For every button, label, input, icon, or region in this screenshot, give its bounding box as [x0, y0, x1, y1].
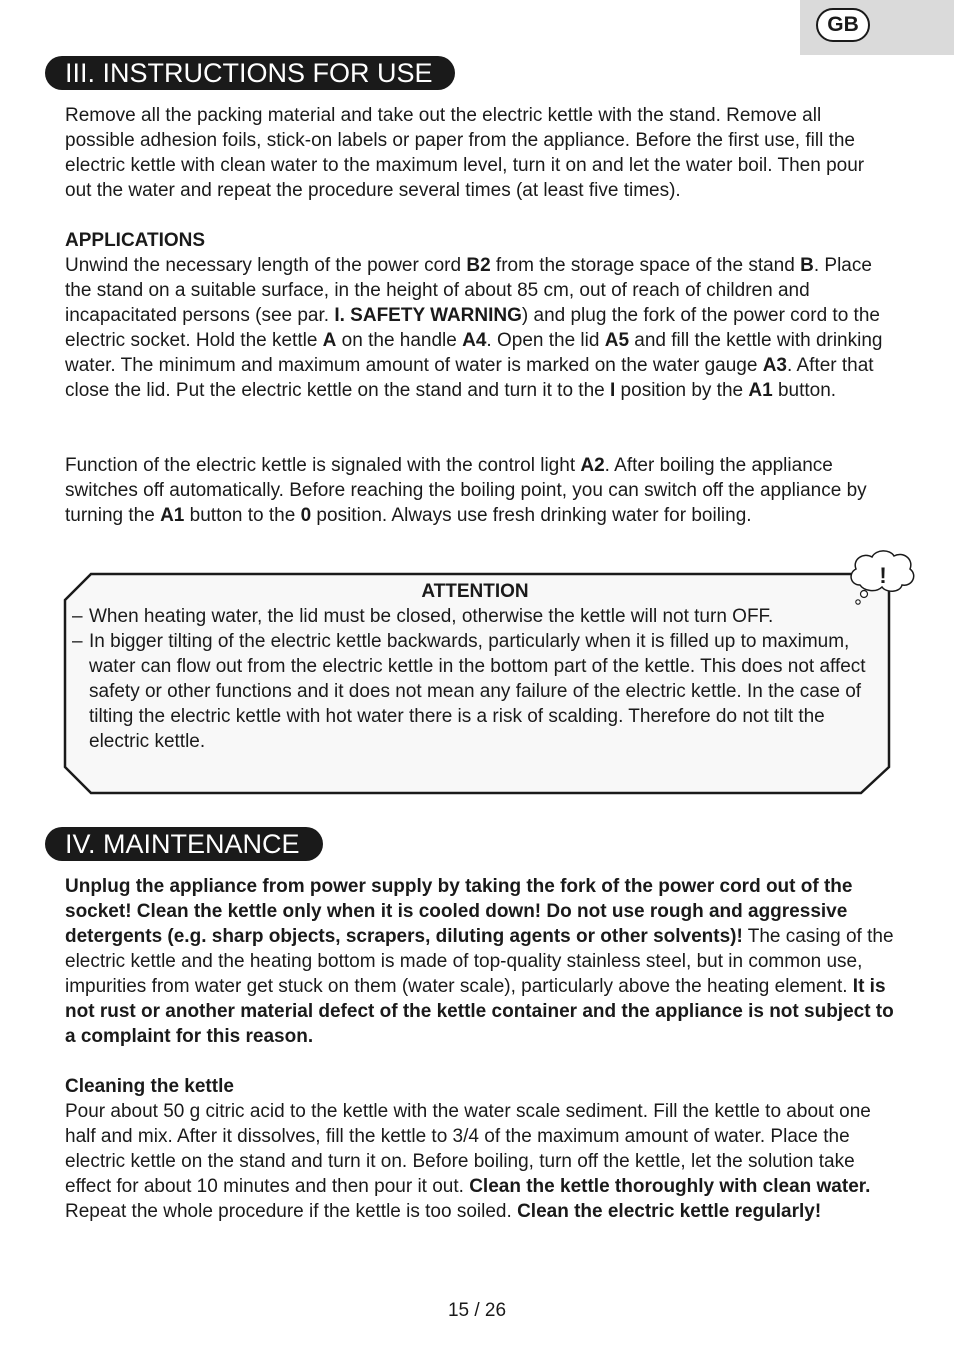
bold-text-run: Unplug the appliance from power supply by taking the fork of the power cord out of the socket! Clean the kettle only when it is cooled down! Do not use rough and aggressive detergents (e.g. sharp objects, scrapers, diluting agents or other solvents)! — [65, 876, 853, 947]
text-run: and fill the kettle with drinking water. The minimum and maximum amount of water is marked on the water gauge — [65, 330, 883, 376]
text-run: on the handle — [336, 330, 463, 351]
text-run: Unwind the necessary length of the power cord — [65, 255, 467, 276]
attention-item-text: In bigger tilting of the electric kettle backwards, particularly when it is filled up to maximum, water can flow out from the electric kettle in the bottom part of the kettle. This does not affect safety or other functions and it does not mean any failure of the electric kettle. In the case of tilting the electric kettle with hot water there is a risk of scalding. Therefore do not tilt the electric kettle. — [89, 631, 866, 752]
bold-text-run: A — [322, 330, 337, 351]
section-title-maintenance: IV. MAINTENANCE — [45, 827, 323, 861]
text-run: from the storage space of the stand — [490, 255, 801, 276]
section-title-instructions: III. INSTRUCTIONS FOR USE — [45, 56, 455, 90]
language-tab — [800, 0, 954, 55]
attention-icon-label: ! — [879, 563, 887, 588]
bold-text-run: I. SAFETY WARNING — [334, 305, 522, 326]
text-run: . Place the stand on a suitable surface, in the height of about 85 cm, out of reach of children and incapacitated persons (see par. — [65, 255, 872, 326]
function-paragraph — [65, 453, 895, 528]
attention-item: – In bigger tilting of the electric kettle backwards, particularly when it is filled up to maximum, water can flow out from the electric kettle in the bottom part of the kettle. This does not affect safety or other functions and it does not mean any failure of the electric kettle. In the case of tilting the electric kettle with hot water there is a risk of scalding. Therefore do not tilt the electric kettle. — [72, 631, 866, 752]
bold-text-run: A5 — [604, 330, 630, 351]
text-run: The casing of the electric kettle and the heating bottom is made of top-quality stainless steel, but in common use, impurities from water get stuck on them (water scale), particularly above the heating element. — [65, 926, 894, 997]
text-run: button. — [772, 380, 837, 401]
bold-text-run: Clean the electric kettle regularly! — [517, 1201, 822, 1222]
text-run: . After that close the lid. Put the electric kettle on the stand and turn it to the — [65, 355, 874, 401]
cleaning-paragraph — [65, 1099, 895, 1224]
applications-paragraph — [65, 253, 895, 403]
text-run: button to the — [184, 505, 301, 526]
attention-item: – When heating water, the lid must be closed, otherwise the kettle will not turn OFF. — [72, 606, 774, 627]
bold-text-run: I — [610, 380, 616, 401]
attention-title: ATTENTION — [421, 581, 529, 602]
bold-text-run: A2 — [580, 455, 605, 476]
text-run: Repeat the whole procedure if the kettle is too soiled. — [65, 1201, 518, 1222]
attention-list — [72, 604, 872, 754]
intro-paragraph: Remove all the packing material and take out the electric kettle with the stand. Remove all possible adhesion foils, stick-on labels or paper from the appliance. Before the first use, fill the electric kettle with clean water to the maximum level, turn it on and let the water boil. Then pour out the water and repeat the procedure several times (at least five times). — [65, 105, 865, 201]
bold-text-run: A3 — [762, 355, 787, 376]
attention-item-text: When heating water, the lid must be closed, otherwise the kettle will not turn OFF. — [89, 606, 774, 627]
page-number: 15 / 26 — [447, 1300, 507, 1321]
bold-text-run: Clean the kettle thoroughly with clean water. — [469, 1176, 871, 1197]
bold-text-run: A1 — [160, 505, 185, 526]
bold-text-run: B2 — [466, 255, 491, 276]
applications-heading: APPLICATIONS — [65, 230, 206, 251]
language-badge: GB — [816, 8, 870, 42]
text-run: ) and plug the fork of the power cord to the electric socket. Hold the kettle — [65, 305, 880, 351]
text-run: Function of the electric kettle is signaled with the control light — [65, 455, 581, 476]
maintenance-paragraph — [65, 874, 895, 1049]
bold-text-run: 0 — [300, 505, 312, 526]
text-run: Pour about 50 g citric acid to the kettle with the water scale sediment. Fill the kettle to about one half and mix. After it dissolves, fill the kettle to 3/4 of the maximum amount of water. Place the electric kettle on the stand and turn it on. Before boiling, turn off the kettle, let the solution take effect for about 10 minutes and then pour it out. — [65, 1101, 871, 1197]
text-run: position. Always use fresh drinking water for boiling. — [311, 505, 752, 526]
bold-text-run: A4 — [462, 330, 487, 351]
bold-text-run: A1 — [748, 380, 773, 401]
cleaning-heading: Cleaning the kettle — [65, 1076, 234, 1097]
bold-text-run: B — [800, 255, 814, 276]
text-run: . After boiling the appliance switches off automatically. Before reaching the boiling point, you can switch off the appliance by turning the — [65, 455, 867, 526]
text-run: position by the — [615, 380, 749, 401]
bold-text-run: It is not rust or another material defect of the kettle container and the appliance is not subject to a complaint for this reason. — [65, 976, 894, 1047]
text-run: . Open the lid — [486, 330, 605, 351]
